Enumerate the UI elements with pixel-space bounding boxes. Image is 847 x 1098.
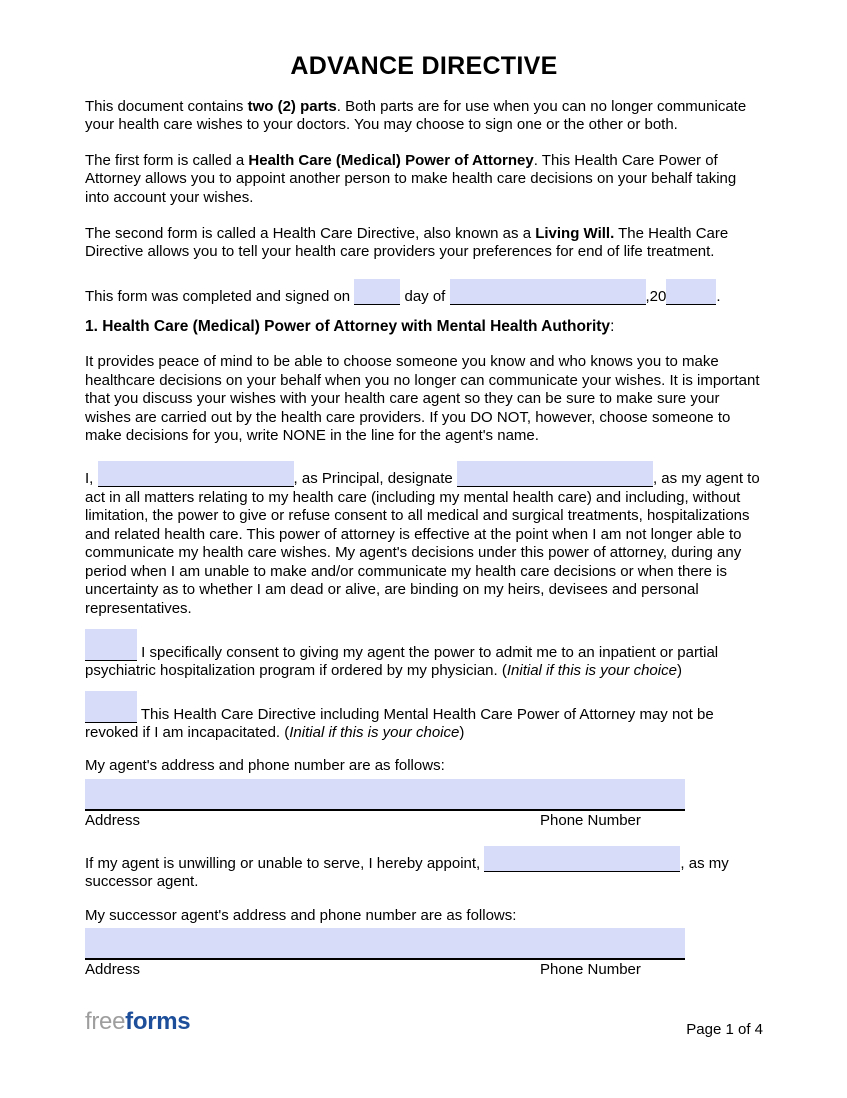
text-segment: day of xyxy=(400,287,450,305)
consent-inpatient-paragraph xyxy=(85,629,763,681)
text-segment: , as my agent to act in all matters relating to my health care (including my mental health care) and including, without limitation, the power to give or refuse consent to all medical and surgical treatments, hospitalizations and related health care. This power of attorney is effective at the point when I am not longer able to communicate my health care wishes. My agent's decisions under this power of attorney, during any period when I am unable to make and/or communicate my health care decisions or when there is uncertainty as to whether I am dead or alive, are binding on my heirs, devisees and personal representatives. xyxy=(85,469,760,618)
freeforms-logo xyxy=(85,1008,190,1036)
agent-address-intro: My agent's address and phone number are as follows: xyxy=(85,757,445,775)
text-segment: This form was completed and signed on xyxy=(85,287,355,305)
text-segment: two (2) parts xyxy=(247,97,337,115)
text-segment: It provides peace of mind to be able to choose someone you know and who knows you to make healthcare decisions on your behalf when you no longer can communicate your wishes. It is important that you discuss your wishes with your health care agent so they can be sure to make sure your wishes are carried out by the health care providers. If you DO NOT, however, choose someone to make decisions for you, write NONE in the line for the agent's name. xyxy=(85,352,760,445)
intro-paragraph-1 xyxy=(85,98,763,135)
logo-free-text: free xyxy=(85,1008,126,1035)
text-segment: Living Will. xyxy=(535,224,615,242)
text-segment: , as Principal, designate xyxy=(293,469,457,487)
text-segment: . This Health Care Power of Attorney allows you to appoint another person to make health care decisions on your behalf taking into account your wishes. xyxy=(85,151,737,206)
successor-address-phone-field[interactable] xyxy=(85,928,685,960)
text-segment: The second form is called a Health Care Directive, also known as a xyxy=(85,224,536,242)
successor-appoint-line xyxy=(85,846,763,892)
text-segment: , as my successor agent. xyxy=(85,854,729,891)
logo-forms-text: forms xyxy=(125,1008,191,1035)
page-footer xyxy=(85,1008,763,1040)
month-field[interactable] xyxy=(450,279,646,305)
successor-name-field[interactable] xyxy=(484,846,680,872)
text-segment: Initial if this is your choice xyxy=(506,662,677,680)
text-segment: . Both parts are for use when you can no longer communicate your health care wishes to your doctors. You may choose to sign one or the other or both. xyxy=(85,97,747,134)
text-segment: This document contains xyxy=(85,97,248,115)
text-segment: . xyxy=(716,287,721,305)
text-segment: The first form is called a xyxy=(85,151,249,169)
consent-revoke-paragraph xyxy=(85,691,763,743)
text-segment: ) xyxy=(459,724,465,742)
text-segment: If my agent is unwilling or unable to serve, I hereby appoint, xyxy=(85,854,485,872)
successor-address-intro: My successor agent's address and phone number are as follows: xyxy=(85,906,517,924)
text-segment: ) xyxy=(676,662,682,680)
section1-paragraph-1 xyxy=(85,353,763,446)
section1-heading xyxy=(85,318,763,337)
day-field[interactable] xyxy=(354,279,400,305)
initial-revoke-field[interactable] xyxy=(85,691,137,723)
text-segment: Initial if this is your choice xyxy=(289,724,460,742)
phone-number-label: Phone Number xyxy=(540,961,641,979)
successor-address-labels xyxy=(85,961,763,980)
address-label: Address xyxy=(85,961,141,979)
page-title: ADVANCE DIRECTIVE xyxy=(290,52,558,80)
text-segment: I, xyxy=(85,469,98,487)
phone-number-label: Phone Number xyxy=(540,811,641,829)
intro-paragraph-3 xyxy=(85,225,763,262)
text-segment: ,20 xyxy=(645,287,667,305)
principal-name-field[interactable] xyxy=(98,461,294,487)
signed-date-line xyxy=(85,279,763,307)
intro-paragraph-2 xyxy=(85,152,763,208)
initial-consent-field[interactable] xyxy=(85,629,137,661)
text-segment: 1. Health Care (Medical) Power of Attorney with Mental Health Authority xyxy=(85,318,611,336)
agent-address-phone-field[interactable] xyxy=(85,779,685,811)
address-label: Address xyxy=(85,811,141,829)
agent-address-labels xyxy=(85,812,763,831)
text-segment: I specifically consent to giving my agent the power to admit me to an inpatient or partial psychiatric hospitalization program if ordered by my physician. ( xyxy=(85,643,719,680)
text-segment: This Health Care Directive including Mental Health Care Power of Attorney may not be revoked if I am incapacitated. ( xyxy=(85,705,714,742)
text-segment: : xyxy=(610,318,615,336)
page-number: Page 1 of 4 xyxy=(686,1021,763,1038)
text-segment: Health Care (Medical) Power of Attorney xyxy=(248,151,534,169)
text-segment: The Health Care Directive allows you to tell your health care providers your preferences for end of life treatment. xyxy=(85,224,729,261)
designation-paragraph xyxy=(85,461,763,619)
agent-name-field[interactable] xyxy=(457,461,653,487)
document-content xyxy=(85,52,763,995)
year-field[interactable] xyxy=(666,279,716,305)
